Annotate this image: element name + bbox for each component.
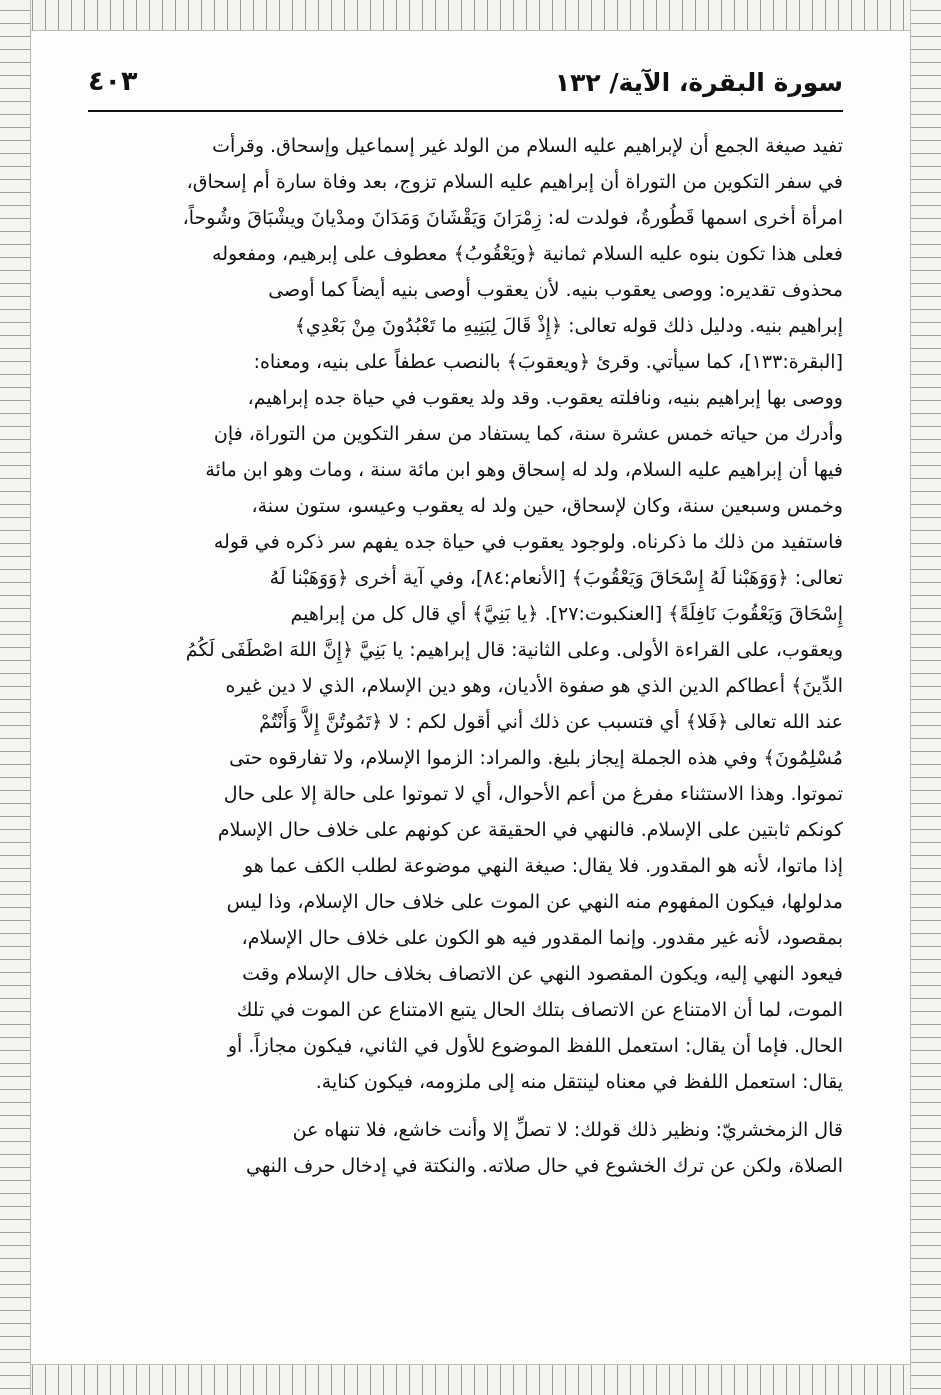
text-line: قال الزمخشريّ: ونظير ذلك قولك: لا تصلِّ إلا وأنت خاشع، فلا تنهاه عن	[292, 1119, 843, 1141]
text-line: يقال: استعمل اللفظ في معناه لينتقل منه إلى ملزومه، فيكون كناية.	[315, 1071, 843, 1093]
text-line: الحال. فإما أن يقال: استعمل اللفظ الموضوع للأول في الثاني، فيكون مجازاً. أو	[227, 1035, 843, 1057]
text-line: كونكم ثابتين على الإسلام. فالنهي في الحقيقة عن كونهم على خلاف حال الإسلام	[217, 819, 843, 841]
text-line: مدلولها، فيكون المفهوم منه النهي عن الموت على خلاف حال الإسلام، وذا ليس	[226, 891, 843, 913]
text-line: إبراهيم بنيه. ودليل ذلك قوله تعالى: ﴿إِذْ قَالَ لِبَنِيهِ ما تَعْبُدُونَ مِنْ بَعْدِي﴾	[294, 315, 843, 337]
text-line: وخمس وسبعين سنة، وكان لإسحاق، حين ولد له يعقوب وعيسو، ستون سنة،	[251, 495, 843, 517]
text-line: إِسْحَاقَ وَيَعْقُوبَ نَافِلَةً﴾ [العنكبوت:٢٧]. ﴿يا بَنِيَّ﴾ أي قال كل من إبراهيم	[290, 603, 843, 625]
text-line: فاستفيد من ذلك ما ذكرناه. ولوجود يعقوب في حياة جده يفهم سر ذكره في قوله	[213, 531, 843, 553]
text-line: تموتوا. وهذا الاستثناء مفرغ من أعم الأحوال، أي لا تموتوا على حالة إلا على حال	[223, 783, 843, 805]
text-line: امرأة أخرى اسمها قَطُورةُ، فولدت له: زِمْرَانَ وَيَقْشَانَ وَمَدَانَ ومدْيانَ ويشْبَاقَ وشُوحاً،	[182, 207, 843, 229]
text-line: ووصى بها إبراهيم بنيه، ونافلته يعقوب. وقد ولد يعقوب في حياة جده إبراهيم،	[247, 387, 843, 409]
text-line: الموت، لما أن الامتناع عن الاتصاف بتلك الحال يتبع الامتناع عن الموت في تلك	[236, 999, 843, 1021]
page-number: ٤٠٣	[88, 66, 138, 97]
text-line: فيها أن إبراهيم عليه السلام، ولد له إسحاق وهو ابن مائة سنة ، ومات وهو ابن مائة	[205, 459, 843, 481]
text-line: تعالى: ﴿وَوَهَبْنا لَهُ إِسْحَاقَ وَيَعْقُوبَ﴾ [الأنعام:٨٤]، وفي آية أخرى ﴿وَوَهَبْنا لَهُ	[269, 567, 843, 589]
surah-verse-title: سورة البقرة، الآية/ ١٣٢	[554, 68, 843, 97]
text-line: بمقصود، لأنه غير مقدور. وإنما المقدور فيه هو الكون على خلاف حال الإسلام،	[241, 927, 843, 949]
ornamental-border-bottom	[0, 1364, 941, 1395]
text-line: محذوف تقديره: ووصى يعقوب بنيه. لأن يعقوب أوصى بنيه أيضاً كما أوصى	[268, 279, 843, 301]
text-line: في سفر التكوين من التوراة أن إبراهيم عليه السلام تزوج، بعد وفاة سارة أم إسحاق،	[186, 171, 843, 193]
ornamental-border-top	[0, 0, 941, 31]
body-text	[88, 128, 843, 1184]
ornamental-border-right	[910, 0, 941, 1395]
text-line: عند الله تعالى ﴿فَلا﴾ أي فتسبب عن ذلك أني أقول لكم : لا ﴿تَمُوتُنَّ إِلاَّ وَأَنْتُمْ	[259, 711, 843, 733]
text-line: فيعود النهي إليه، ويكون المقصود النهي عن الاتصاف بخلاف حال الإسلام وقت	[242, 963, 843, 985]
page-header	[88, 62, 843, 112]
text-line: إذا ماتوا، لأنه هو المقدور. فلا يقال: صيغة النهي موضوعة لطلب الكف عما هو	[243, 855, 843, 877]
text-line: تفيد صيغة الجمع أن لإبراهيم عليه السلام من الولد غير إسماعيل وإسحاق. وقرأت	[212, 135, 843, 157]
text-line: وأدرك من حياته خمس عشرة سنة، كما يستفاد من سفر التكوين من التوراة، فإن	[213, 423, 843, 445]
text-line: الدِّينَ﴾ أعطاكم الدين الذي هو صفوة الأديان، وهو دين الإسلام، الذي لا دين غيره	[225, 675, 843, 697]
text-line: [البقرة:١٣٣]، كما سيأتي. وقرئ ﴿ويعقوبَ﴾ بالنصب عطفاً على بنيه، ومعناه:	[253, 351, 843, 373]
ornamental-border-left	[0, 0, 31, 1395]
text-line: فعلى هذا تكون بنوه عليه السلام ثمانية ﴿ويَعْقُوبُ﴾ معطوف على إبرهيم، ومفعوله	[212, 243, 843, 265]
text-line: الصلاة، ولكن عن ترك الخشوع في حال صلاته. والنكتة في إدخال حرف النهي	[246, 1155, 843, 1177]
text-line: مُسْلِمُونَ﴾ وفي هذه الجملة إيجاز بليغ. والمراد: الزموا الإسلام، ولا تفارقوه حتى	[229, 747, 843, 769]
text-line: ويعقوب، على القراءة الأولى. وعلى الثانية: قال إبراهيم: يا بَنِيَّ ﴿إِنَّ اللهَ اصْطَفَى لَكُمُ	[185, 639, 843, 661]
